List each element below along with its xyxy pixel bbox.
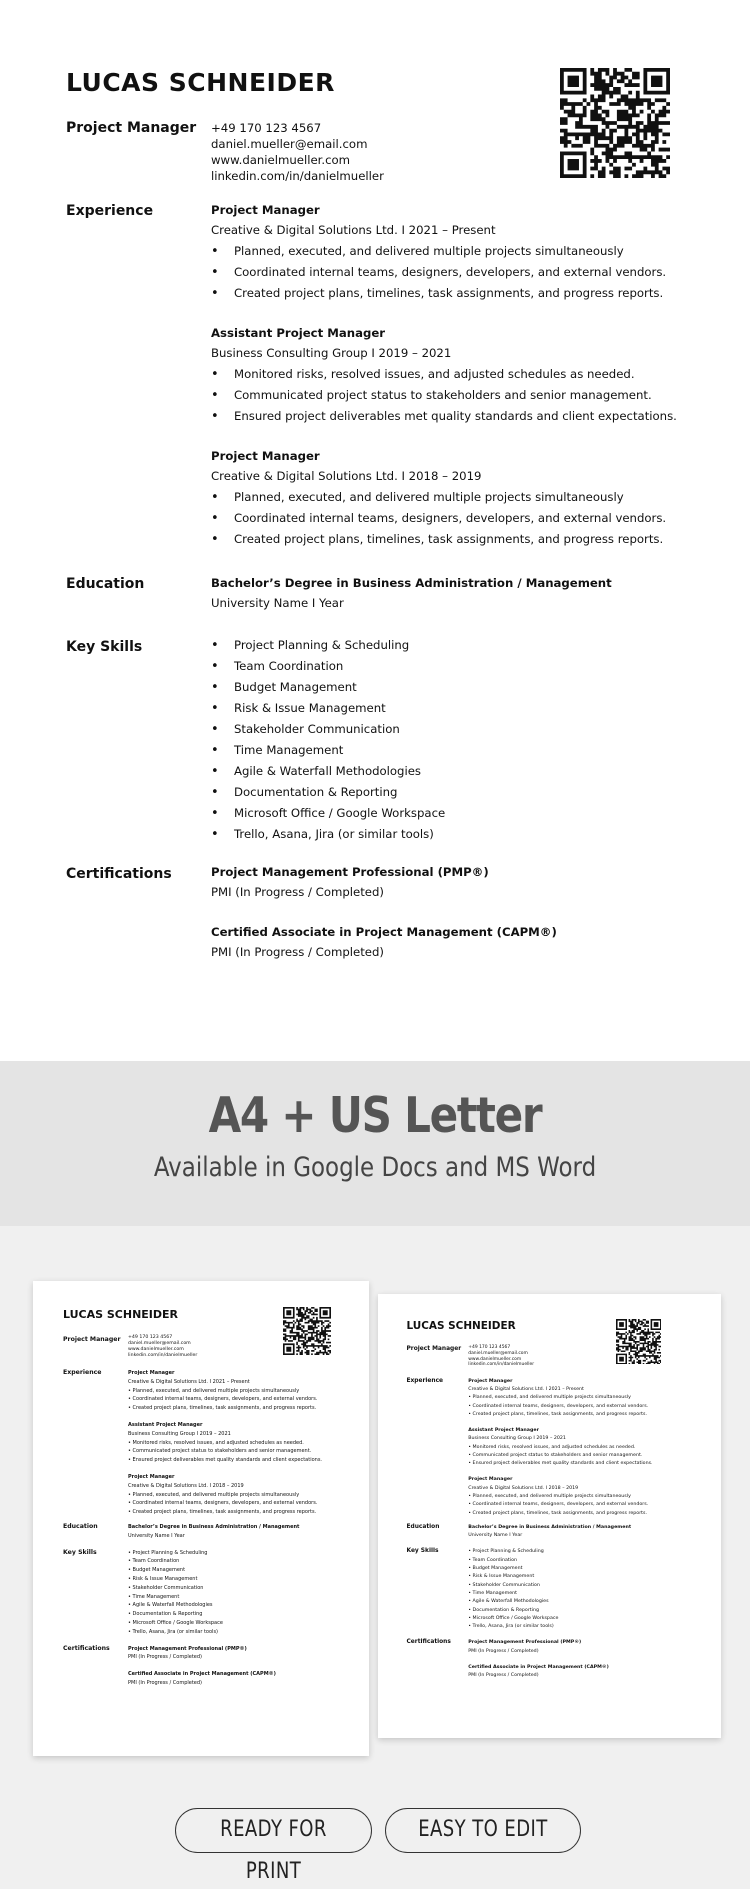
cert-name: Project Management Professional (PMP®)	[211, 865, 489, 879]
mini-job-org: Creative & Digital Solutions Ltd. I 2018 – 2019	[128, 1482, 244, 1489]
qr-code-icon	[283, 1307, 331, 1355]
skill-item: • Documentation & Reporting	[211, 782, 731, 803]
mini-job-title: Assistant Project Manager	[128, 1422, 203, 1428]
experience-block	[211, 200, 731, 550]
mini-role: Project Manager	[63, 1336, 121, 1343]
mini-skill: • Agile & Waterfall Methodologies	[128, 1602, 213, 1609]
mini-bullet: • Created project plans, timelines, task assignments, and progress reports.	[468, 1510, 647, 1516]
mini-bullet: • Coordinated internal teams, designers, developers, and external vendors.	[468, 1502, 649, 1508]
resume-role: Project Manager	[66, 120, 197, 136]
list-item: • Communicated project status to stakeholders and senior management.	[211, 385, 731, 406]
skill-item: • Budget Management	[211, 677, 731, 698]
list-item: • Coordinated internal teams, designers, developers, and external vendors.	[211, 508, 731, 529]
mini-skill: • Risk & Issue Management	[468, 1574, 535, 1580]
section-experience: Experience	[66, 203, 154, 219]
contact-email: daniel.mueller@email.com	[211, 137, 368, 151]
skill-item: • Agile & Waterfall Methodologies	[211, 761, 731, 782]
easy-to-edit-label: EASY TO EDIT	[418, 1817, 548, 1842]
mini-bullet: • Monitored risks, resolved issues, and adjusted schedules as needed.	[128, 1439, 304, 1446]
skill-item: • Stakeholder Communication	[211, 719, 731, 740]
mini-bullet: • Created project plans, timelines, task assignments, and progress reports.	[468, 1412, 647, 1418]
mini-section-label: Experience	[63, 1369, 102, 1376]
mini-bullet: • Ensured project deliverables met quality standards and client expectations.	[128, 1457, 323, 1464]
mini-skill: • Stakeholder Communication	[468, 1582, 540, 1588]
preview-area	[0, 1226, 750, 1889]
mini-contact: www.danielmueller.com	[128, 1347, 184, 1352]
skill-item: • Trello, Asana, Jira (or similar tools)	[211, 824, 731, 845]
list-item: • Planned, executed, and delivered multiple projects simultaneously	[211, 487, 731, 508]
contact-website: www.danielmueller.com	[211, 153, 351, 167]
job-org: Creative & Digital Solutions Ltd. I 2021 – Present	[211, 223, 496, 237]
certifications-block	[211, 862, 731, 963]
mini-cert-name: Project Management Professional (PMP®)	[128, 1645, 247, 1652]
skill-item: • Microsoft Office / Google Workspace	[211, 803, 731, 824]
banner-subtitle: Available in Google Docs and MS Word	[153, 1152, 597, 1183]
mini-job-title: Assistant Project Manager	[468, 1428, 539, 1433]
mini-bullet: • Coordinated internal teams, designers, developers, and external vendors.	[468, 1403, 649, 1409]
mini-skill: • Microsoft Office / Google Workspace	[128, 1620, 223, 1626]
mini-bullet: • Planned, executed, and delivered multiple projects simultaneously	[468, 1494, 631, 1500]
mini-skill: • Team Coordination	[128, 1558, 180, 1565]
mini-job-title: Project Manager	[128, 1370, 175, 1376]
mini-degree: Bachelor’s Degree in Business Administration / Management	[128, 1524, 300, 1530]
mini-bullet: • Coordinated internal teams, designers, developers, and external vendors.	[128, 1396, 318, 1403]
mini-cert-name: Certified Associate in Project Management (CAPM®)	[468, 1664, 609, 1670]
mini-skill: • Microsoft Office / Google Workspace	[468, 1616, 559, 1622]
education-school: University Name I Year	[211, 596, 344, 610]
mini-name: LUCAS SCHNEIDER	[406, 1319, 516, 1332]
preview-a4	[33, 1281, 369, 1756]
contact-phone: +49 170 123 4567	[211, 121, 322, 135]
list-item: • Planned, executed, and delivered multiple projects simultaneously	[211, 241, 731, 262]
cert-status: PMI (In Progress / Completed)	[211, 945, 384, 959]
mini-skill: • Budget Management	[468, 1565, 523, 1571]
section-certifications: Certifications	[66, 866, 172, 882]
mini-contact: www.danielmueller.com	[468, 1356, 522, 1362]
mini-section-label: Certifications	[406, 1639, 451, 1646]
mini-cert-name: Project Management Professional (PMP®)	[468, 1640, 582, 1646]
job-entry	[211, 200, 731, 304]
job-entry	[211, 323, 731, 427]
mini-skill: • Project Planning & Scheduling	[468, 1549, 544, 1555]
mini-bullet: • Communicated project status to stakeholders and senior management.	[468, 1453, 643, 1459]
skills-block	[211, 635, 731, 845]
job-title: Project Manager	[211, 203, 320, 217]
job-title: Assistant Project Manager	[211, 326, 386, 340]
mini-contact: daniel.mueller@email.com	[468, 1351, 528, 1356]
mini-cert-status: PMI (In Progress / Completed)	[468, 1648, 539, 1654]
section-skills: Key Skills	[66, 639, 143, 655]
education-degree: Bachelor’s Degree in Business Administration / Management	[211, 576, 612, 590]
mini-bullet: • Planned, executed, and delivered multiple projects simultaneously	[128, 1387, 300, 1394]
mini-section-label: Education	[406, 1523, 440, 1530]
mini-bullet: • Monitored risks, resolved issues, and adjusted schedules as needed.	[468, 1444, 636, 1450]
list-item: • Created project plans, timelines, task assignments, and progress reports.	[211, 283, 731, 304]
contact-linkedin: linkedin.com/in/danielmueller	[211, 169, 384, 183]
cert-status: PMI (In Progress / Completed)	[211, 885, 384, 899]
list-item: • Created project plans, timelines, task assignments, and progress reports.	[211, 529, 731, 550]
qr-code-icon	[616, 1319, 662, 1365]
banner-title: A4 + US Letter	[208, 1087, 542, 1144]
mini-bullet: • Ensured project deliverables met quality standards and client expectations.	[468, 1461, 653, 1467]
mini-name: LUCAS SCHNEIDER	[63, 1308, 179, 1321]
mini-school: University Name I Year	[128, 1532, 185, 1539]
preview-us-letter	[378, 1294, 721, 1738]
skill-item: • Project Planning & Scheduling	[211, 635, 731, 656]
mini-bullet: • Planned, executed, and delivered multiple projects simultaneously	[468, 1395, 631, 1401]
mini-skill: • Agile & Waterfall Methodologies	[468, 1599, 549, 1605]
mini-skill: • Team Coordination	[468, 1557, 517, 1563]
mini-skill: • Time Management	[128, 1593, 180, 1600]
mini-skill: • Stakeholder Communication	[128, 1584, 204, 1591]
mini-cert-status: PMI (In Progress / Completed)	[468, 1673, 539, 1679]
job-title: Project Manager	[211, 449, 320, 463]
job-org: Business Consulting Group I 2019 – 2021	[211, 346, 452, 360]
ready-for-print-button[interactable]	[175, 1808, 372, 1884]
skill-item: • Risk & Issue Management	[211, 698, 731, 719]
mini-bullet: • Created project plans, timelines, task assignments, and progress reports.	[128, 1509, 317, 1516]
skill-item: • Team Coordination	[211, 656, 731, 677]
mini-section-label: Certifications	[63, 1644, 110, 1652]
section-education: Education	[66, 576, 145, 592]
mini-job-title: Project Manager	[128, 1474, 175, 1480]
mini-section-label: Key Skills	[63, 1548, 97, 1556]
cert-name: Certified Associate in Project Management (CAPM®)	[211, 925, 557, 939]
mini-bullet: • Communicated project status to stakeholders and senior management.	[128, 1448, 312, 1455]
skill-item: • Time Management	[211, 740, 731, 761]
mini-skill: • Budget Management	[128, 1567, 186, 1574]
mini-cert-status: PMI (In Progress / Completed)	[128, 1680, 202, 1686]
mini-job-org: Business Consulting Group I 2019 – 2021	[468, 1436, 566, 1442]
mini-skill: • Project Planning & Scheduling	[128, 1549, 208, 1556]
resume-name: LUCAS SCHNEIDER	[66, 68, 335, 97]
mini-job-org: Creative & Digital Solutions Ltd. I 2018 – 2019	[468, 1485, 579, 1491]
mini-bullet: • Coordinated internal teams, designers, developers, and external vendors.	[128, 1500, 318, 1507]
mini-skill: • Documentation & Reporting	[468, 1607, 539, 1613]
mini-job-title: Project Manager	[468, 1477, 513, 1483]
mini-skill: • Trello, Asana, Jira (or similar tools)	[468, 1624, 554, 1630]
mini-contact: linkedin.com/in/danielmueller	[468, 1362, 535, 1368]
mini-section-label: Experience	[406, 1377, 444, 1384]
mini-job-org: Business Consulting Group I 2019 – 2021	[128, 1430, 231, 1437]
mini-skill: • Risk & Issue Management	[128, 1576, 198, 1582]
list-item: • Ensured project deliverables met quality standards and client expectations.	[211, 406, 731, 427]
mini-contact: +49 170 123 4567	[468, 1345, 511, 1351]
mini-skill: • Trello, Asana, Jira (or similar tools)	[128, 1628, 218, 1635]
contact-block	[211, 120, 731, 184]
job-org: Creative & Digital Solutions Ltd. I 2018 – 2019	[211, 469, 482, 483]
mini-skill: • Documentation & Reporting	[128, 1611, 203, 1618]
mini-contact: linkedin.com/in/danielmueller	[128, 1353, 198, 1358]
mini-job-org: Creative & Digital Solutions Ltd. I 2021 – Present	[468, 1386, 584, 1392]
mini-cert-name: Certified Associate in Project Management (CAPM®)	[128, 1671, 276, 1678]
mini-bullet: • Created project plans, timelines, task assignments, and progress reports.	[128, 1405, 317, 1412]
job-entry	[211, 446, 731, 550]
mini-section-label: Key Skills	[406, 1548, 439, 1555]
mini-skill: • Time Management	[468, 1591, 517, 1597]
mini-job-org: Creative & Digital Solutions Ltd. I 2021 – Present	[128, 1378, 250, 1385]
mini-degree: Bachelor’s Degree in Business Administration / Management	[468, 1524, 632, 1530]
easy-to-edit-button[interactable]	[385, 1808, 581, 1853]
mini-cert-status: PMI (In Progress / Completed)	[128, 1654, 202, 1661]
mini-role: Project Manager	[406, 1346, 462, 1353]
list-item: • Monitored risks, resolved issues, and adjusted schedules as needed.	[211, 364, 731, 385]
mini-job-title: Project Manager	[468, 1378, 513, 1384]
list-item: • Coordinated internal teams, designers, developers, and external vendors.	[211, 262, 731, 283]
format-banner	[0, 1061, 750, 1226]
ready-for-print-label: READY FOR PRINT	[220, 1817, 327, 1884]
education-block	[211, 573, 731, 614]
mini-contact: +49 170 123 4567	[128, 1335, 173, 1340]
mini-school: University Name I Year	[468, 1533, 523, 1539]
mini-contact: daniel.mueller@email.com	[128, 1341, 191, 1346]
mini-section-label: Education	[63, 1523, 98, 1530]
mini-bullet: • Planned, executed, and delivered multiple projects simultaneously	[128, 1491, 300, 1498]
